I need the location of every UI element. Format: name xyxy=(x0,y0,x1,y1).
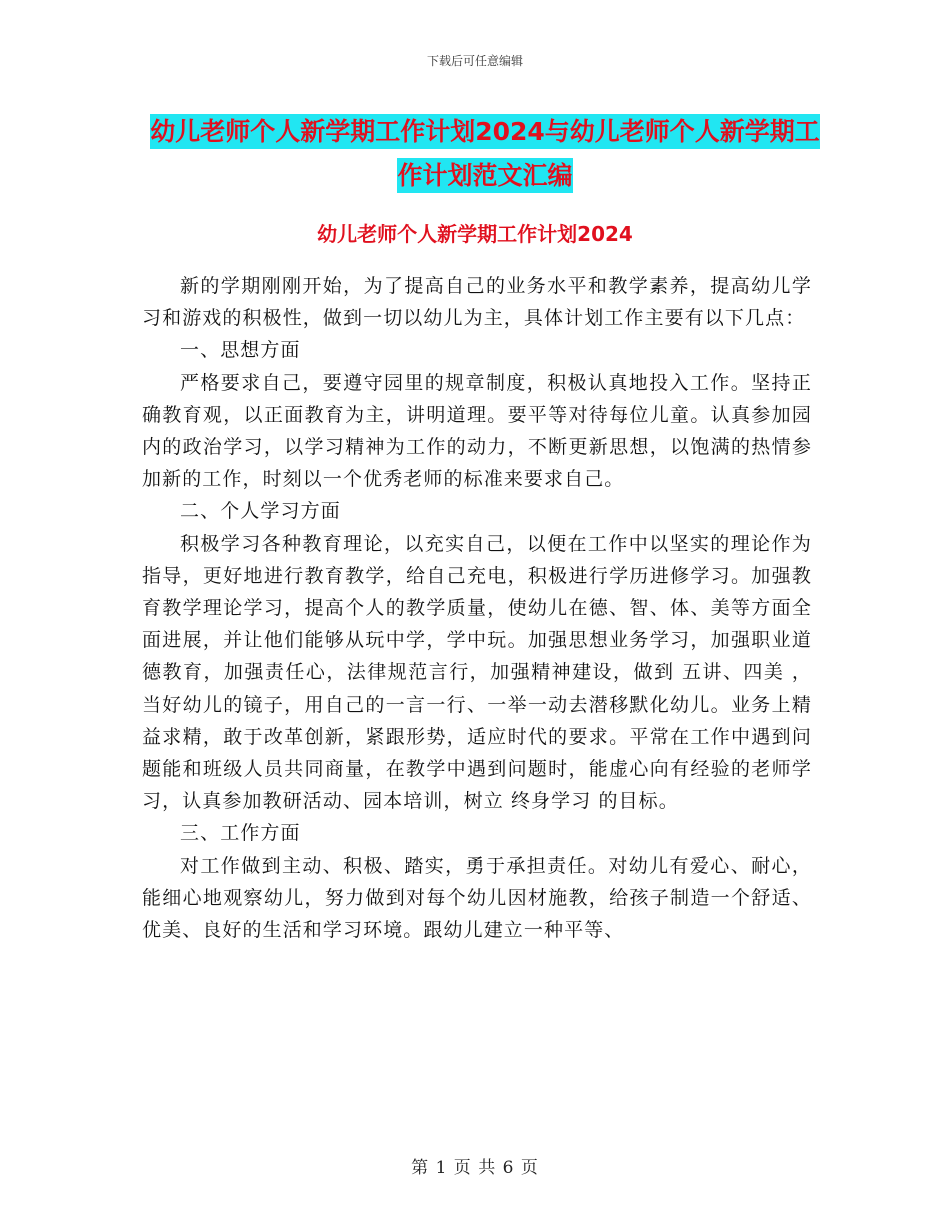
page-number: 第 1 页 共 6 页 xyxy=(411,1158,539,1178)
page-header-note: 下载后可任意编辑 xyxy=(426,54,523,68)
heading-work: 三、工作方面 xyxy=(180,822,301,845)
personal-study-paragraph: 积极学习各种教育理论，以充实自己，以便在工作中以坚实的理论作为指导，更好地进行教育教学，给自己充电，积极进行学历进修学习。加强教育教学理论学习，提高个人的教学质量，使幼儿在德、智、体、美等方面全面进展，并让他们能够从玩中学，学中玩。加强思想业务学习，加强职业道德教育，加强责任心，法律规范言行，加强精神建设，做到 五讲、四美 ，当好幼儿的镜子，用自己的一言一行、一举一动去潜移默化幼儿。业务上精益求精，敢于改革创新，紧跟形势，适应时代的要求。平常在工作中遇到问题能和班级人员共同商量，在教学中遇到问题时，能虚心向有经验的老师学习，认真参加教研活动、园本培训，树立 终身学习 的目标。 xyxy=(142,532,812,813)
heading-thought: 一、思想方面 xyxy=(180,339,301,362)
work-paragraph: 对工作做到主动、积极、踏实，勇于承担责任。对幼儿有爱心、耐心，能细心地观察幼儿，努力做到对每个幼儿因材施教，给孩子制造一个舒适、优美、良好的生活和学习环境。跟幼儿建立一种平等、 xyxy=(142,854,812,942)
thought-paragraph: 严格要求自己，要遵守园里的规章制度，积极认真地投入工作。坚持正确教育观，以正面教育为主，讲明道理。要平等对待每位儿童。认真参加园内的政治学习，以学习精神为工作的动力，不断更新思想，以饱满的热情参加新的工作，时刻以一个优秀老师的标准来要求自己。 xyxy=(142,371,812,491)
document-title xyxy=(140,110,830,198)
heading-personal-study: 二、个人学习方面 xyxy=(180,500,341,523)
document-title-text: 幼儿老师个人新学期工作计划2024与幼儿老师个人新学期工作计划范文汇编 xyxy=(150,114,820,193)
section-title: 幼儿老师个人新学期工作计划2024 xyxy=(317,222,633,246)
document-body xyxy=(142,270,812,946)
intro-paragraph: 新的学期刚刚开始，为了提高自己的业务水平和教学素养，提高幼儿学习和游戏的积极性，做到一切以幼儿为主，具体计划工作主要有以下几点： xyxy=(142,275,812,330)
